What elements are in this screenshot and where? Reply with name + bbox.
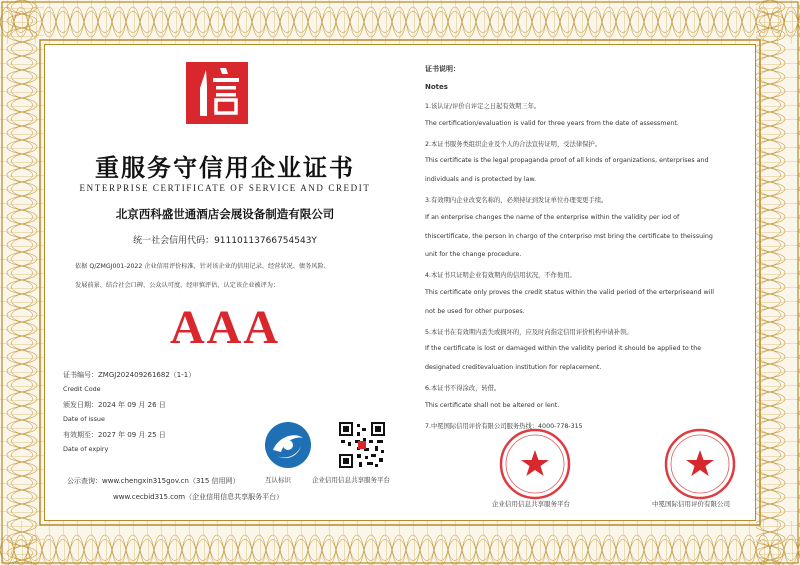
expiry-date: 有效期至：2027 年 09 月 25 日: [63, 431, 166, 439]
notes-heading: 证书说明：: [425, 65, 460, 73]
credit-grade: AAA: [170, 301, 280, 354]
evaluation-description: [75, 257, 375, 295]
company-name: 北京西科盛世通酒店会展设备制造有限公司: [115, 207, 335, 221]
query-line-2: www.cecbid315.com（企业信用信息共享服务平台）: [113, 493, 284, 501]
note-line: The certification/evaluation is valid for three years from the date of assessment.: [425, 119, 679, 127]
note-line: This certificate shall not be altered or lent.: [425, 401, 560, 409]
certificate-number: 证书编号：ZMGJ202409261682（1-1）: [63, 371, 196, 379]
mutual-recognition-icon: [263, 420, 313, 470]
notes-heading-en: Notes: [425, 83, 448, 91]
query-line-1: 公示查询：www.chengxin315gov.cn（315 信用网）: [67, 477, 240, 485]
certificate-title: 重服务守信用企业证书: [95, 153, 355, 182]
note-line: unit for the change procedure.: [425, 251, 522, 259]
note-line: 2.本证书服务类组织企业及个人的合法宣传证明，受法律保护。: [425, 140, 602, 148]
note-line: This certificate is the legal propaganda proof of all kinds of organizations, enterprises and: [425, 157, 709, 165]
note-line: 3.有效期内企业改变名称的，必须持证到发证单位办理变更手续。: [425, 197, 608, 204]
issuer-seal-icon: [650, 428, 750, 500]
red-credit-character-logo-icon: [186, 62, 248, 124]
issue-date-en: Date of issue: [63, 415, 105, 423]
description-line: 依据 Q/ZMGJ001-2022 企业信用评价标准，针对该企业的信用记录、经营状况、债务风险、: [75, 263, 330, 270]
credit-code: 统一社会信用代码：91110113766754543Y: [133, 236, 317, 246]
note-line: 6.本证书不得涂改，转借。: [425, 385, 501, 392]
note-line: 1.该认证/评价自评定之日起有效期三年。: [425, 103, 541, 110]
platform-seal-icon: [485, 428, 585, 500]
description-line: 发展前景、结合社会口碑、公众认可度，经审慎评估，认定该企业被评为：: [75, 282, 280, 289]
note-line: 7.中冕国际信用评价有限公司服务热线：4000-778-315: [425, 422, 583, 430]
issue-date: 颁发日期：2024 年 09 月 26 日: [63, 401, 166, 409]
expiry-date-en: Date of expiry: [63, 445, 109, 453]
qr-code-icon: [337, 420, 387, 470]
note-line: designated creditevaluation institution for replacement.: [425, 364, 602, 372]
note-line: thiscertificate, the person in chargo of the cnterpriso mst bring the certificate to theissuing: [425, 232, 713, 240]
note-line: If an enterprise changes the name of the enterprise within the validity per iod of: [425, 213, 680, 221]
platform-seal-label: 企业信用信息共享服务平台: [492, 500, 570, 508]
platform-label: 企业信用信息共享服务平台: [312, 476, 390, 484]
note-line: 4.本证书只证明企业有效期内的信用状况，不作他用。: [425, 272, 576, 280]
note-line: If the certificate is lost or damaged within the validity period it should be applied to the: [425, 345, 702, 353]
note-line: individuals and is protected by law.: [425, 176, 537, 184]
certificate-title-english: ENTERPRISE CERTIFICATE OF SERVICE AND CREDIT: [79, 183, 371, 193]
issuer-seal-label: 中冕国际信用评价有限公司: [652, 500, 730, 508]
certificate-number-en: Credit Code: [63, 385, 101, 393]
note-line: 5.本证书在有效期内丢失或损坏的，应及时向指定信用评价机构申请补领。: [425, 328, 633, 336]
note-line: This certificate only proves the credit status within the valid period of the erterpriseand will: [425, 289, 714, 296]
note-line: not be used for other purposes.: [425, 307, 525, 315]
mutual-recognition-label: 互认标识: [265, 476, 291, 484]
